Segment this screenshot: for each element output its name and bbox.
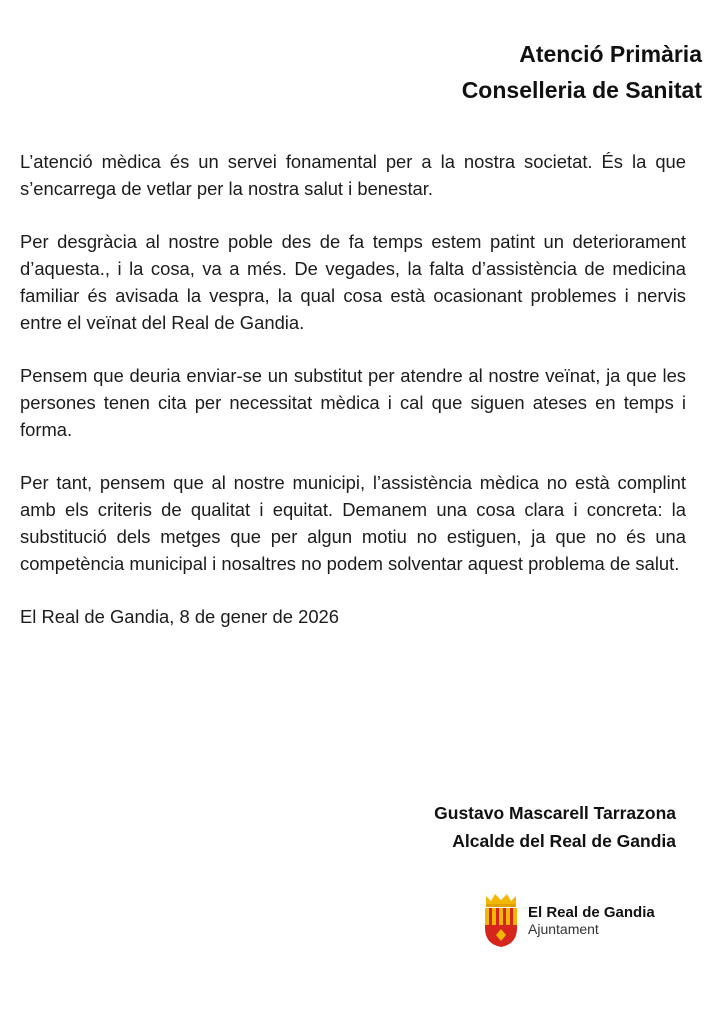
paragraph: Pensem que deuria enviar-se un substitut per atendre al nostre veïnat, ja que les persones tenen cita per necessitat mèdica i cal que siguen ateses en temps i forma. xyxy=(20,365,686,440)
paragraph: L’atenció mèdica és un servei fonamental per a la nostra societat. És la que s’encarrega de vetlar per la nostra salut i benestar. xyxy=(20,151,686,199)
recipient-header xyxy=(462,36,702,108)
recipient-line-2: Conselleria de Sanitat xyxy=(461,77,702,103)
recipient-line-1: Atenció Primària xyxy=(519,41,702,67)
signatory-title: Alcalde del Real de Gandia xyxy=(452,831,676,851)
paragraph: Per desgràcia al nostre poble des de fa temps estem patint un deteriorament d’aquesta., i la cosa, va a més. De vegades, la falta d’assistència de medicina familiar és avisada la vespra, la qual cosa està ocasionant problemes i nervis entre el veïnat del Real de Gandia. xyxy=(20,231,686,333)
letter-body xyxy=(20,148,686,630)
signature-block xyxy=(434,799,676,855)
coat-of-arms-icon xyxy=(482,892,520,948)
signatory-name: Gustavo Mascarell Tarrazona xyxy=(434,803,676,823)
logo-subtitle: Ajuntament xyxy=(528,920,599,937)
municipal-logo xyxy=(482,892,655,948)
letter-date: El Real de Gandia, 8 de gener de 2026 xyxy=(20,606,340,627)
logo-name: El Real de Gandia xyxy=(528,903,655,921)
paragraph: Per tant, pensem que al nostre municipi, l’assistència mèdica no està complint amb els criteris de qualitat i equitat. Demanem una cosa clara i concreta: la substitució dels metges que per algun motiu no estiguen, ja que no és una competència municipal i nosaltres no podem solventar aquest problema de salut. xyxy=(20,472,686,574)
